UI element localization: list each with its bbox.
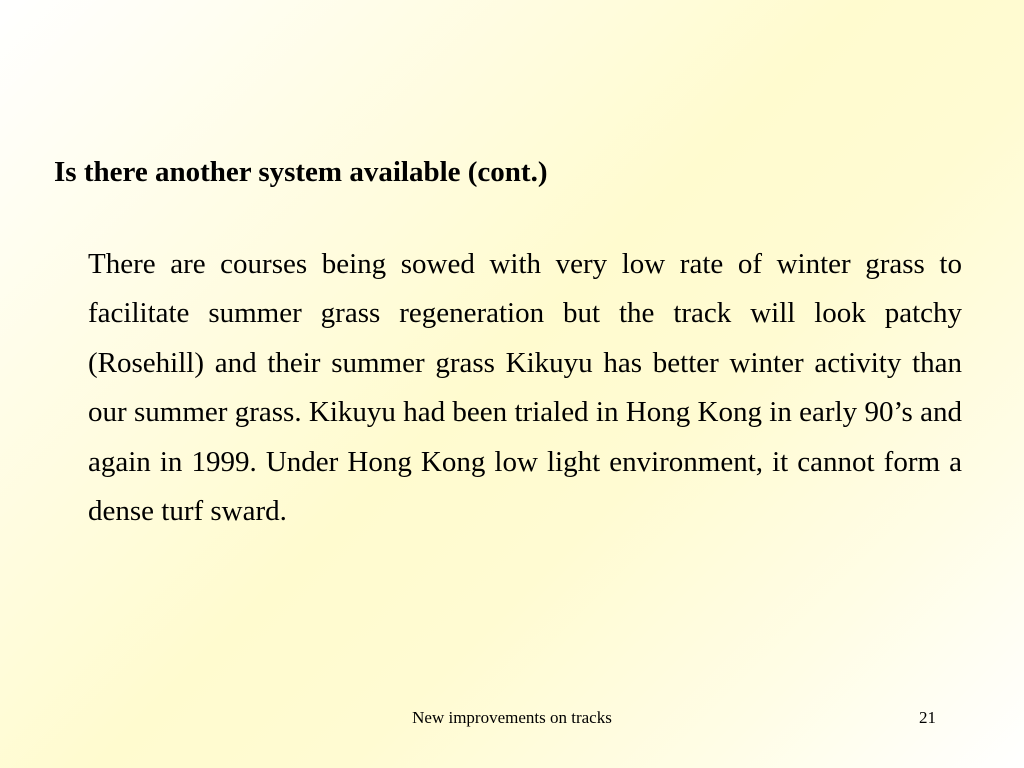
- slide-footer: New improvements on tracks: [412, 708, 612, 727]
- slide-title: Is there another system available (cont.): [54, 156, 548, 188]
- page-number: 21: [919, 708, 936, 727]
- slide-body-paragraph: There are courses being sowed with very low rate of winter grass to facilitate summer grass regeneration but the track will look patchy (Rosehill) and their summer grass Kikuyu has better winter activity than our summer grass. Kikuyu had been trialed in Hong Kong in early 90’s and again in 1999. Under Hong Kong low light environment, it cannot form a dense turf sward.: [88, 248, 962, 528]
